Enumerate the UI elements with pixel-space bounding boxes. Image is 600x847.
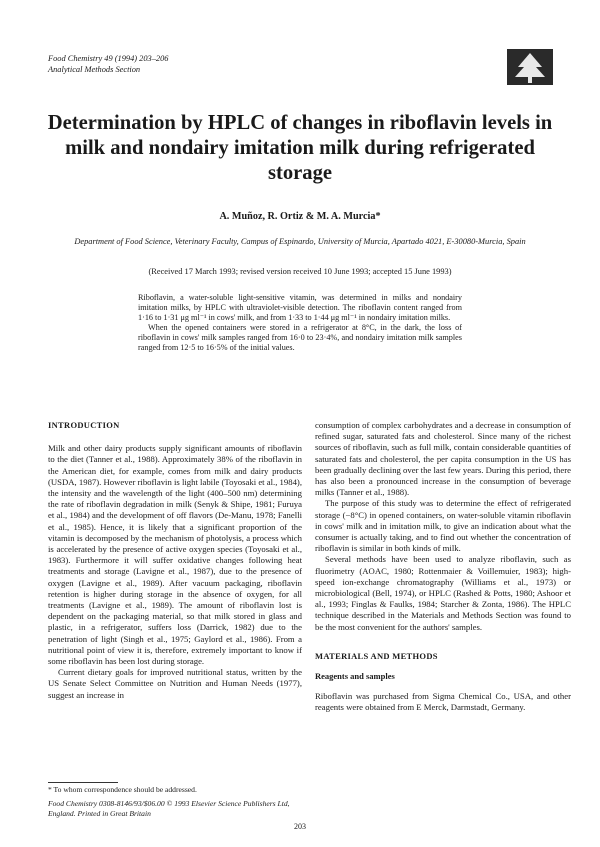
body-paragraph: Current dietary goals for improved nutritional status, written by the US Senate Select Committee on Nutrition and Human Needs (1977), suggest an increase in: [48, 667, 302, 700]
footnote-divider: [48, 782, 118, 783]
abstract-paragraph: When the opened containers were stored in a refrigerator at 8°C, in the dark, the loss of riboflavin in cows' milk samples ranged from 16·0 to 23·4%, and nondairy imitation milk samples ranged from 12·5 to 16·5% of the initial values.: [138, 323, 462, 352]
journal-section: Analytical Methods Section: [48, 65, 141, 74]
body-paragraph: The purpose of this study was to determine the effect of refrigerated storage (−8°C) in opened containers, on water-soluble vitamin riboflavin in cows' milk and in imitation milk, to give an indication about what the consumer is actually taking, and to find out whether the concentration of riboflavin is similar in both kinds of milk.: [315, 498, 571, 554]
authors: A. Muñoz, R. Ortiz & M. A. Murcia*: [219, 211, 381, 222]
elsevier-tree-icon: [505, 47, 555, 87]
journal-citation: Food Chemistry 49 (1994) 203–206: [48, 54, 169, 63]
affiliation: Department of Food Science, Veterinary Faculty, Campus of Espinardo, University of Murcia, Apartado 4021, E-30080-Murcia, Spain: [74, 237, 526, 246]
body-paragraph: consumption of complex carbohydrates and a decrease in consumption of refined sugar, saturated fats and cholesterol. Since many of the richest sources of riboflavin, such as full milk, contain considerable quantities of saturated fats and cholesterol, the per capita consumption in the US has been gradually declining over the last few years. During this period, there has also been a pronounced increase in the consumption of beverage milks (Tanner et al., 1988).: [315, 420, 571, 498]
journal-header: [48, 53, 348, 75]
right-column: [315, 420, 571, 714]
footnote: * To whom correspondence should be addressed.: [48, 785, 197, 794]
article-title: Determination by HPLC of changes in riboflavin levels in milk and nondairy imitation milk during refrigerated storage: [47, 112, 553, 184]
subsection-heading: Reagents and samples: [315, 671, 395, 682]
left-column: [48, 420, 302, 701]
abstract: [138, 293, 462, 353]
section-heading-introduction: INTRODUCTION: [48, 420, 120, 430]
section-heading-materials: MATERIALS AND METHODS: [315, 650, 438, 661]
body-paragraph: Riboflavin was purchased from Sigma Chemical Co., USA, and other reagents were obtained from E Merck, Darmstadt, Germany.: [315, 691, 571, 713]
publication-info: Food Chemistry 0308-8146/93/$06.00 © 1993 Elsevier Science Publishers Ltd, England. Printed in Great Britain: [48, 799, 290, 818]
body-paragraph: Milk and other dairy products supply significant amounts of riboflavin to the diet (Tanner et al., 1988). Approximately 38% of the riboflavin in the American diet, for example, comes from milk and dairy products (USDA, 1987). However riboflavin is light labile (Toyosaki et al., 1984), the intensity and the wavelength of the light (400–500 nm) determining the rate of riboflavin degradation in milk (Senyk & Shipe, 1981; Furuya et al., 1984) and the development of off flavors (De-Manu, 1978; Fanelli et al., 1985). Hence, it is likely that a significant proportion of the vitamin is decomposed by the mechanism of photolysis, a process which is accelerated by the presence of active oxygen species (Toyosaki et al., 1983). Furthermore it will suffer oxidative changes following heat treatments and storage (Lavigne et al., 1987), due to the presence of oxygen (Lavigne et al., 1989). After vacuum packaging, riboflavin retention is higher during storage in the absence of oxygen, for all treatments (Lavigne et al., 1989). The amount of riboflavin lost is dependent on the packaging material, so that milk stored in glass and plastic, in a refrigerator, suffers loss (Darrick, 1982) due to the penetration of light (Singh et al., 1975; Gaylord et al., 1986). From a nutritional point of view it is, therefore, extremely important to know if some riboflavin has been lost during storage.: [48, 443, 302, 667]
received-dates: (Received 17 March 1993; revised version received 10 June 1993; accepted 15 June 1993): [148, 267, 452, 276]
page-number: 203: [294, 822, 306, 831]
abstract-paragraph: Riboflavin, a water-soluble light-sensitive vitamin, was determined in milks and nondairy imitation milks, by HPLC with ultraviolet-visible detection. The riboflavin content ranged from 1·16 to 1·31 μg ml⁻¹ in cows' milk, and from 1·33 to 1·44 μg ml⁻¹ in nondairy imitation milks.: [138, 293, 462, 322]
body-paragraph: Several methods have been used to analyze riboflavin, such as fluorimetry (AOAC, 1980; Rottenmaier & Voillemuier, 1983); high-speed ion-exchange chromatography (Williams et al., 1973) or microbiological (Bell, 1974), or HPLC (Rashed & Potts, 1980; Ashoor et al., 1993; Finglas & Faulks, 1984; Starcher & Zonta, 1986). The HPLC technique described in the Materials and Methods Section was found to be the most convenient for the authors' samples.: [315, 554, 571, 632]
